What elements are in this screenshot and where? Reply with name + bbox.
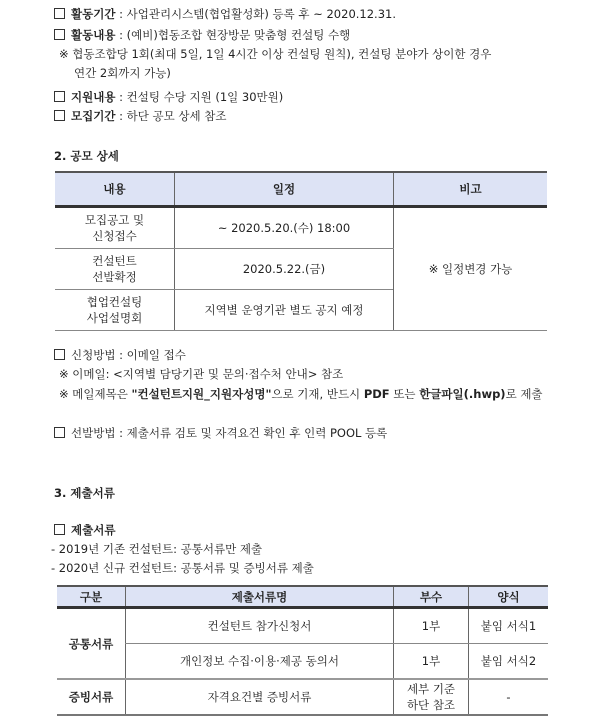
- activity-period: 활동기간 : 사업관리시스템(협업활성화) 등록 후 ~ 2020.12.31.: [54, 6, 396, 22]
- table-row: [57, 608, 548, 644]
- email-note: ※ 이메일: <지역별 담당기관 및 문의·접수처 안내> 참조: [59, 367, 344, 381]
- mail-subject-note: ※ 메일제목은 "컨설턴트지원_지원자성명"으로 기재, 반드시 PDF 또는 한글파일(.hwp)로 제출: [59, 387, 543, 401]
- checkbox-square-icon: [54, 29, 65, 40]
- checkbox-square-icon: [54, 91, 65, 102]
- activity-note: ※ 협동조합당 1회(최대 5일, 1일 4시간 이상 컨설팅 원칙), 컨설팅 분야가 상이한 경우: [59, 47, 492, 61]
- col-header-content: 내용: [55, 172, 175, 207]
- support-content: 지원내용 : 컨설팅 수당 지원 (1일 30만원): [54, 89, 283, 105]
- col-header-schedule: 일정: [175, 172, 394, 207]
- col-header-category: 구분: [57, 586, 126, 608]
- doc-name-cell: 컨설턴트 참가신청서: [126, 608, 394, 644]
- col-header-copies: 부수: [394, 586, 469, 608]
- documents-table: [57, 585, 548, 716]
- section2-title: 2. 공모 상세: [54, 149, 119, 163]
- schedule-cell: ~ 2020.5.20.(수) 18:00: [175, 207, 394, 249]
- recruit-period: 모집기간 : 하단 공모 상세 참조: [54, 108, 226, 124]
- col-header-remark: 비고: [394, 172, 548, 207]
- section3-subtitle: 제출서류: [54, 522, 115, 538]
- doc-name-cell: 자격요건별 증빙서류: [126, 679, 394, 715]
- activity-content: 활동내용 : (예비)협동조합 현장방문 맞춤형 컨설팅 수행: [54, 27, 350, 43]
- col-header-form: 양식: [469, 586, 549, 608]
- schedule-cell: 2020.5.22.(금): [175, 249, 394, 290]
- category-cell: 공통서류: [57, 608, 126, 680]
- bullet-2020: - 2020년 신규 컨설턴트: 공통서류 및 증빙서류 제출: [51, 561, 314, 575]
- checkbox-square-icon: [54, 110, 65, 121]
- form-cell: 붙임 서식1: [469, 608, 549, 644]
- activity-note-cont: 연간 2회까지 가능): [74, 66, 171, 80]
- checkbox-square-icon: [54, 349, 65, 360]
- checkbox-square-icon: [54, 8, 65, 19]
- content-cell: 협업컨설팅 사업설명회: [55, 290, 175, 331]
- section3-title: 3. 제출서류: [54, 486, 115, 500]
- category-cell: 증빙서류: [57, 679, 126, 715]
- table-row: [57, 644, 548, 680]
- remark-cell: ※ 일정변경 가능: [394, 207, 548, 331]
- doc-name-cell: 개인정보 수집·이용·제공 동의서: [126, 644, 394, 680]
- apply-method: 신청방법 : 이메일 접수: [54, 347, 186, 363]
- content-cell: 모집공고 및 신청접수: [55, 207, 175, 249]
- selection-method: 선발방법 : 제출서류 검토 및 자격요건 확인 후 인력 POOL 등록: [54, 425, 387, 441]
- form-cell: 붙임 서식2: [469, 644, 549, 680]
- copies-cell: 1부: [394, 644, 469, 680]
- copies-cell: 세부 기준 하단 참조: [394, 679, 469, 715]
- col-header-doc-name: 제출서류명: [126, 586, 394, 608]
- schedule-cell: 지역별 운영기관 별도 공지 예정: [175, 290, 394, 331]
- table-row: [55, 207, 547, 249]
- bullet-2019: - 2019년 기존 컨설턴트: 공통서류만 제출: [51, 542, 263, 556]
- schedule-table: [55, 171, 547, 331]
- copies-cell: 1부: [394, 608, 469, 644]
- checkbox-square-icon: [54, 524, 65, 535]
- checkbox-square-icon: [54, 427, 65, 438]
- content-cell: 컨설턴트 선발확정: [55, 249, 175, 290]
- form-cell: -: [469, 679, 549, 715]
